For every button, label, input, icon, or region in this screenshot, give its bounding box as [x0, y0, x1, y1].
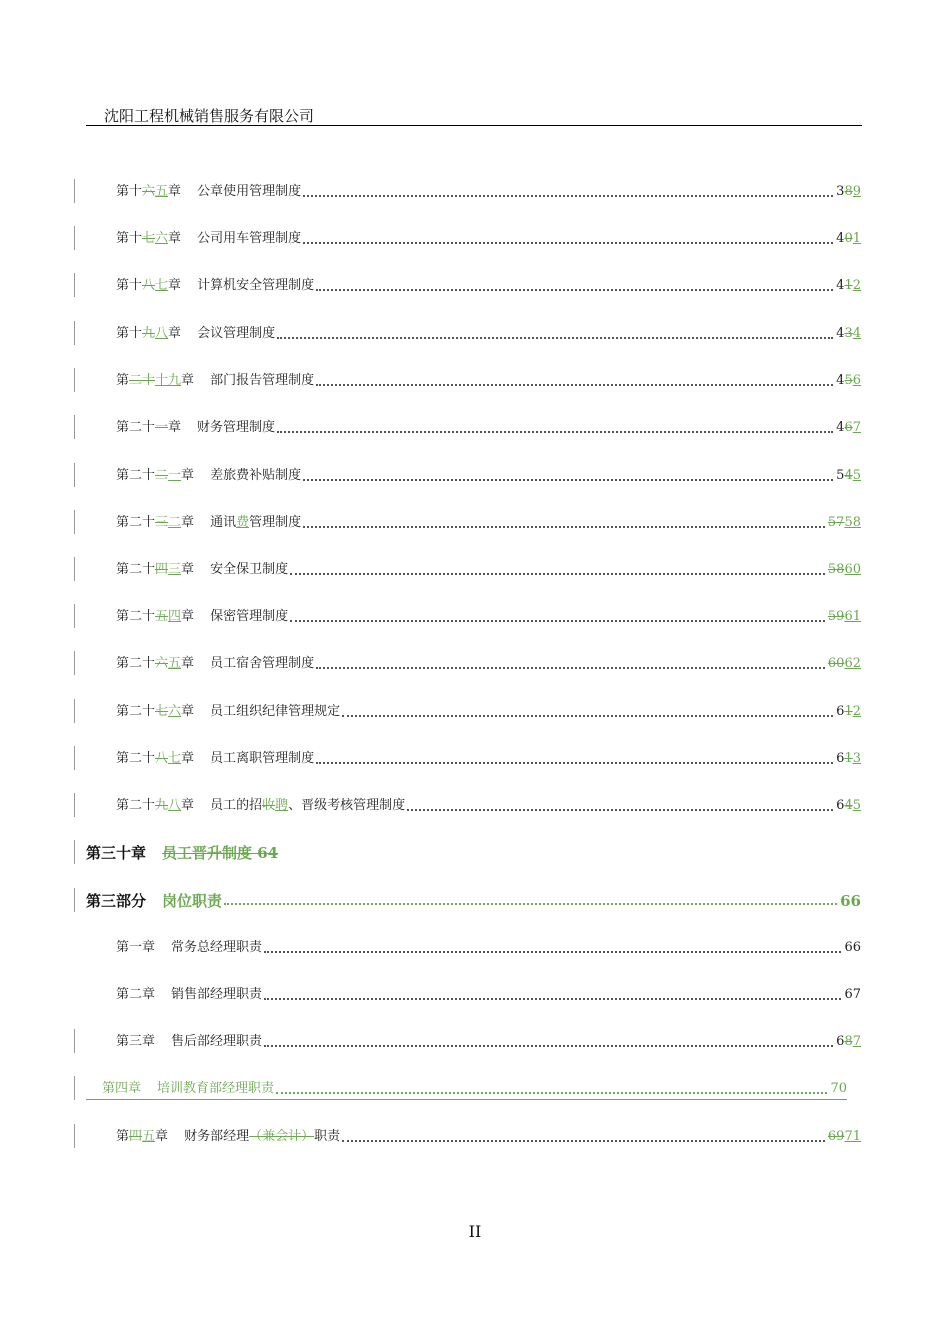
- toc-title-seg: 公章使用管理制度: [197, 184, 302, 199]
- toc-title-seg: 、晋级考核管理制度: [288, 798, 406, 813]
- toc-chapter-seg: 第三部分: [86, 892, 147, 910]
- toc-title: [171, 1032, 262, 1052]
- toc-page-seg: 70: [830, 1081, 847, 1096]
- toc-dot-leader: [407, 808, 833, 811]
- toc-chapter-number: [116, 513, 194, 533]
- toc-chapter-seg: 章: [181, 562, 195, 577]
- toc-title-seg: （兼会计）: [249, 1129, 315, 1144]
- toc-page-seg: 71: [844, 1129, 861, 1144]
- toc-chapter-number: [116, 276, 181, 296]
- toc-chapter-number: [116, 182, 181, 202]
- toc-chapter-seg: 章: [181, 373, 195, 388]
- toc-chapter-seg: 第: [116, 1129, 130, 1144]
- toc-chapter-seg: 第二章: [116, 987, 156, 1002]
- toc-page-seg: 8: [844, 1034, 853, 1049]
- toc-title: [171, 938, 262, 958]
- toc-title-seg: 员工组织纪律管理规定: [210, 704, 341, 719]
- toc-chapter-seg: 第二十: [116, 751, 156, 766]
- toc-chapter-number: [116, 371, 194, 391]
- toc-page-seg: 3: [852, 751, 861, 766]
- toc-chapter-seg: 章: [181, 704, 195, 719]
- toc-chapter-seg: 第十: [116, 326, 143, 341]
- toc-page-number: [836, 702, 861, 722]
- toc-chapter-seg: 章: [181, 609, 195, 624]
- toc-chapter-number: [86, 891, 146, 911]
- toc-page-seg: 1: [844, 751, 853, 766]
- toc-chapter-seg: 第十: [116, 184, 143, 199]
- revision-change-bar: [74, 226, 75, 250]
- toc-chapter-seg: 第四章: [102, 1081, 142, 1096]
- toc-page-number: [840, 891, 861, 911]
- toc-dot-leader: [303, 478, 833, 481]
- toc-page-number: [836, 796, 861, 816]
- revision-change-bar: [74, 1029, 75, 1053]
- toc-chapter-number: [116, 229, 181, 249]
- toc-page-seg: 7: [852, 420, 861, 435]
- toc-page-number: [844, 985, 861, 1005]
- toc-page-number: [836, 182, 861, 202]
- toc-page-seg: 57: [827, 515, 845, 530]
- toc-title: [197, 418, 275, 438]
- toc-dot-leader: [290, 572, 825, 575]
- toc-entry[interactable]: [116, 513, 861, 533]
- toc-title-seg: 收: [262, 798, 276, 813]
- toc-page-number: [836, 1032, 861, 1052]
- toc-title-seg: 财务部经理: [184, 1129, 250, 1144]
- toc-title-seg: 会议管理制度: [197, 326, 276, 341]
- toc-page-seg: 58: [827, 562, 845, 577]
- toc-entry[interactable]: [116, 985, 861, 1005]
- toc-page-number: [828, 1127, 861, 1147]
- toc-title: [197, 182, 301, 202]
- toc-dot-leader: [342, 1139, 825, 1142]
- revision-change-bar: [74, 793, 75, 817]
- toc-title: [162, 891, 222, 911]
- toc-entry[interactable]: [116, 654, 861, 674]
- toc-dot-leader: [303, 241, 833, 244]
- toc-title: [210, 702, 340, 722]
- toc-chapter-seg: 章: [155, 1129, 169, 1144]
- toc-chapter-seg: 八: [155, 751, 169, 766]
- toc-chapter-seg: 十九: [155, 373, 182, 388]
- toc-chapter-seg: 一: [168, 468, 182, 483]
- toc-entry[interactable]: [116, 229, 861, 249]
- toc-chapter-seg: 五: [155, 184, 169, 199]
- toc-chapter-seg: 六: [168, 704, 182, 719]
- toc-page-number: [828, 560, 861, 580]
- toc-page-number: [836, 371, 861, 391]
- toc-chapter-seg: 第二十: [116, 704, 156, 719]
- toc-title: [197, 324, 275, 344]
- revision-change-bar: [74, 604, 75, 628]
- toc-title: [210, 796, 405, 816]
- revision-change-bar: [74, 746, 75, 770]
- toc-page-seg: 2: [852, 704, 861, 719]
- toc-page-seg: 4: [852, 326, 861, 341]
- toc-chapter-seg: 章: [181, 656, 195, 671]
- toc-title-seg: 员工离职管理制度: [210, 751, 315, 766]
- revision-change-bar: [74, 888, 75, 912]
- toc-chapter-seg: 二十: [129, 373, 156, 388]
- toc-page-seg: 4: [836, 373, 845, 388]
- toc-title-seg: 财务管理制度: [197, 420, 276, 435]
- toc-chapter-seg: 四: [129, 1129, 143, 1144]
- toc-dot-leader: [277, 336, 833, 339]
- revision-change-bar: [74, 273, 75, 297]
- toc-chapter-seg: 章: [168, 184, 182, 199]
- toc-title: [184, 1127, 340, 1147]
- toc-dot-leader: [277, 430, 833, 433]
- toc-chapter-seg: 章: [168, 326, 182, 341]
- toc-chapter-number: [116, 466, 194, 486]
- toc-title: [210, 654, 314, 674]
- toc-chapter-seg: 章: [181, 798, 195, 813]
- toc-page-seg: 1: [844, 278, 853, 293]
- toc-chapter-seg: 章: [168, 231, 182, 246]
- toc-chapter-seg: 七: [155, 278, 169, 293]
- toc-entry[interactable]: [86, 891, 861, 911]
- toc-chapter-number: [116, 749, 194, 769]
- toc-title: [210, 749, 314, 769]
- toc-chapter-seg: 章: [181, 751, 195, 766]
- toc-page-seg: 6: [836, 798, 845, 813]
- toc-entry[interactable]: [116, 418, 861, 438]
- toc-dot-leader: [316, 288, 833, 291]
- toc-title: [197, 229, 301, 249]
- toc-chapter-number: [116, 702, 194, 722]
- toc-dot-leader: [342, 714, 833, 717]
- toc-page-seg: 4: [844, 468, 853, 483]
- toc-page-seg: 9: [852, 184, 861, 199]
- toc-entry[interactable]: [116, 796, 861, 816]
- revision-change-bar: [74, 368, 75, 392]
- toc-entry[interactable]: [116, 1127, 861, 1147]
- revision-change-bar: [74, 510, 75, 534]
- toc-page-seg: 4: [836, 231, 845, 246]
- toc-entry[interactable]: [116, 749, 861, 769]
- toc-chapter-seg: 六: [155, 231, 169, 246]
- revision-change-bar: [74, 557, 75, 581]
- toc-title: [210, 371, 314, 391]
- toc-chapter-seg: 第二十: [116, 656, 156, 671]
- toc-chapter-number: [116, 560, 194, 580]
- toc-title-seg: 公司用车管理制度: [197, 231, 302, 246]
- toc-title: [210, 607, 288, 627]
- toc-page-seg: 59: [827, 609, 845, 624]
- toc-page-seg: 4: [836, 420, 845, 435]
- toc-title-seg: 管理制度: [249, 515, 302, 530]
- toc-title-seg: 培训教育部经理职责: [157, 1081, 275, 1096]
- toc-chapter-seg: 五: [142, 1129, 156, 1144]
- toc-page-seg: 1: [852, 231, 861, 246]
- toc-page-seg: 69: [827, 1129, 845, 1144]
- toc-page-seg: 58: [844, 515, 861, 530]
- toc-chapter-number: [116, 796, 194, 816]
- toc-chapter-number: [102, 1079, 141, 1099]
- toc-title-seg: 安全保卫制度: [210, 562, 289, 577]
- toc-entry[interactable]: [116, 607, 861, 627]
- toc-chapter-seg: 第二十: [116, 609, 156, 624]
- toc-page-seg: 5: [844, 373, 853, 388]
- toc-title: [210, 513, 301, 533]
- toc-page-number: [836, 276, 861, 296]
- toc-page-seg: 3: [836, 184, 845, 199]
- toc-chapter-seg: 二: [155, 468, 169, 483]
- toc-page-seg: 62: [844, 656, 861, 671]
- toc-page-seg: 6: [836, 1034, 845, 1049]
- toc-dot-leader: [303, 525, 825, 528]
- toc-dot-leader: [316, 383, 833, 386]
- revision-change-bar: [74, 651, 75, 675]
- toc-page-number: [836, 418, 861, 438]
- toc-chapter-number: [116, 418, 181, 438]
- toc-chapter-seg: 七: [142, 231, 156, 246]
- toc-page-seg: 67: [844, 987, 861, 1002]
- toc-chapter-seg: 九: [155, 798, 169, 813]
- toc-page-seg: 5: [852, 468, 861, 483]
- revision-change-bar: [74, 321, 75, 345]
- toc-title-seg: 岗位职责: [162, 892, 223, 910]
- toc-chapter-seg: 第: [116, 373, 130, 388]
- toc-page-seg: 4: [836, 278, 845, 293]
- toc-entry[interactable]: [116, 276, 861, 296]
- toc-entry[interactable]: [86, 843, 861, 863]
- toc-title-seg: 常务总经理职责: [171, 940, 263, 955]
- toc-entry[interactable]: [116, 938, 861, 958]
- toc-page-number: [828, 607, 861, 627]
- toc-chapter-seg: 第十: [116, 278, 143, 293]
- toc-page-seg: 6: [852, 373, 861, 388]
- toc-dot-leader: [264, 997, 841, 1000]
- toc-page-seg: 6: [844, 420, 853, 435]
- toc-page-seg: 6: [836, 704, 845, 719]
- toc-page-seg: 66: [844, 940, 861, 955]
- toc-page-seg: 0: [844, 231, 853, 246]
- toc-page-seg: 7: [852, 1034, 861, 1049]
- toc-chapter-seg: 五: [168, 656, 182, 671]
- toc-page-number: [836, 749, 861, 769]
- toc-dot-leader: [224, 902, 837, 905]
- toc-chapter-number: [86, 843, 146, 863]
- toc-chapter-seg: 八: [142, 278, 156, 293]
- toc-entry[interactable]: [116, 182, 861, 202]
- toc-chapter-seg: 六: [142, 184, 156, 199]
- toc-dot-leader: [316, 761, 833, 764]
- toc-entry[interactable]: [86, 1079, 847, 1100]
- toc-title-seg: 售后部经理职责: [171, 1034, 263, 1049]
- toc-page-seg: 5: [852, 798, 861, 813]
- toc-chapter-seg: 四: [155, 562, 169, 577]
- toc-entry[interactable]: [116, 1032, 861, 1052]
- toc-title: [157, 1079, 274, 1099]
- revision-change-bar: [74, 463, 75, 487]
- toc-chapter-seg: 五: [155, 609, 169, 624]
- toc-chapter-seg: 第三十章: [86, 844, 147, 862]
- toc-dot-leader: [303, 194, 833, 197]
- toc-page-seg: 3: [844, 326, 853, 341]
- toc-chapter-seg: 第二十: [116, 562, 156, 577]
- toc-chapter-seg: 二: [168, 515, 182, 530]
- toc-dot-leader: [276, 1091, 827, 1094]
- toc-title-seg: 保密管理制度: [210, 609, 289, 624]
- toc-chapter-number: [116, 324, 181, 344]
- revision-change-bar: [74, 1076, 75, 1100]
- toc-entry[interactable]: [116, 324, 861, 344]
- revision-change-bar: [74, 1124, 75, 1148]
- toc-page-seg: 4: [844, 798, 853, 813]
- toc-title: [162, 843, 278, 863]
- toc-page-number: [836, 466, 861, 486]
- page-number: II: [468, 1222, 482, 1241]
- toc-chapter-seg: 章: [181, 468, 195, 483]
- toc-title-seg: 计算机安全管理制度: [197, 278, 315, 293]
- toc-page-seg: 2: [852, 278, 861, 293]
- toc-chapter-seg: 八: [155, 326, 169, 341]
- revision-change-bar: [74, 179, 75, 203]
- toc-title: [210, 560, 288, 580]
- toc-chapter-number: [116, 1127, 168, 1147]
- toc-chapter-seg: 四: [168, 609, 182, 624]
- toc-chapter-number: [116, 607, 194, 627]
- toc-chapter-seg: 第二十: [116, 515, 156, 530]
- toc-title-seg: 差旅费补贴制度: [210, 468, 302, 483]
- toc-chapter-seg: 第二十: [116, 420, 156, 435]
- toc-page-seg: 6: [836, 751, 845, 766]
- toc-page-number: [828, 513, 861, 533]
- toc-title-seg: 销售部经理职责: [171, 987, 263, 1002]
- toc-page-number: [830, 1079, 847, 1099]
- toc-chapter-number: [116, 1032, 155, 1052]
- toc-chapter-number: [116, 654, 194, 674]
- revision-change-bar: [74, 840, 75, 864]
- toc-title-seg: 聘: [275, 798, 289, 813]
- toc-title-seg: 职责: [314, 1129, 341, 1144]
- toc-page-seg: 60: [827, 656, 845, 671]
- toc-chapter-seg: 第二十: [116, 468, 156, 483]
- toc-chapter-seg: 第二十: [116, 798, 156, 813]
- toc-entry[interactable]: [116, 560, 861, 580]
- toc-chapter-seg: 六: [155, 656, 169, 671]
- toc-dot-leader: [290, 619, 825, 622]
- toc-page-seg: 5: [836, 468, 845, 483]
- toc-page-number: [844, 938, 861, 958]
- toc-chapter-seg: 九: [142, 326, 156, 341]
- toc-chapter-seg: 三: [155, 515, 169, 530]
- toc-page-seg: 1: [844, 704, 853, 719]
- toc-title: [197, 276, 314, 296]
- toc-page-seg: 60: [844, 562, 861, 577]
- toc-chapter-seg: 一: [155, 420, 169, 435]
- toc-chapter-seg: 七: [168, 751, 182, 766]
- toc-page-number: [828, 654, 861, 674]
- company-name: 沈阳工程机械销售服务有限公司: [104, 107, 315, 125]
- toc-dot-leader: [316, 666, 825, 669]
- toc-chapter-seg: 第一章: [116, 940, 156, 955]
- toc-entry[interactable]: [116, 466, 861, 486]
- toc-chapter-seg: 第十: [116, 231, 143, 246]
- toc-page-seg: 66: [840, 892, 861, 910]
- toc-chapter-seg: 章: [181, 515, 195, 530]
- toc-dot-leader: [264, 950, 841, 953]
- toc-title-seg: 员工的招: [210, 798, 263, 813]
- toc-title-seg: 通讯: [210, 515, 237, 530]
- toc-page-seg: 61: [844, 609, 861, 624]
- toc-dot-leader: [264, 1044, 833, 1047]
- toc-chapter-seg: 第三章: [116, 1034, 156, 1049]
- toc-chapter-seg: 章: [168, 278, 182, 293]
- toc-chapter-seg: 七: [155, 704, 169, 719]
- toc-entry[interactable]: [116, 371, 861, 391]
- revision-change-bar: [74, 699, 75, 723]
- toc-page-seg: 8: [844, 184, 853, 199]
- toc-chapter-seg: 三: [168, 562, 182, 577]
- toc-title: [210, 466, 301, 486]
- toc-chapter-number: [116, 985, 155, 1005]
- toc-title-seg: 费: [236, 515, 250, 530]
- toc-title-seg: 员工宿舍管理制度: [210, 656, 315, 671]
- toc-title-seg: 部门报告管理制度: [210, 373, 315, 388]
- toc-title: [171, 985, 262, 1005]
- toc-page-number: [836, 229, 861, 249]
- toc-title-seg: 员工晋升制度 64: [162, 844, 279, 862]
- toc-chapter-number: [116, 938, 155, 958]
- toc-chapter-seg: 八: [168, 798, 182, 813]
- toc-chapter-seg: 章: [168, 420, 182, 435]
- revision-change-bar: [74, 415, 75, 439]
- toc-entry[interactable]: [116, 702, 861, 722]
- toc-page-number: [836, 324, 861, 344]
- toc-page-seg: 4: [836, 326, 845, 341]
